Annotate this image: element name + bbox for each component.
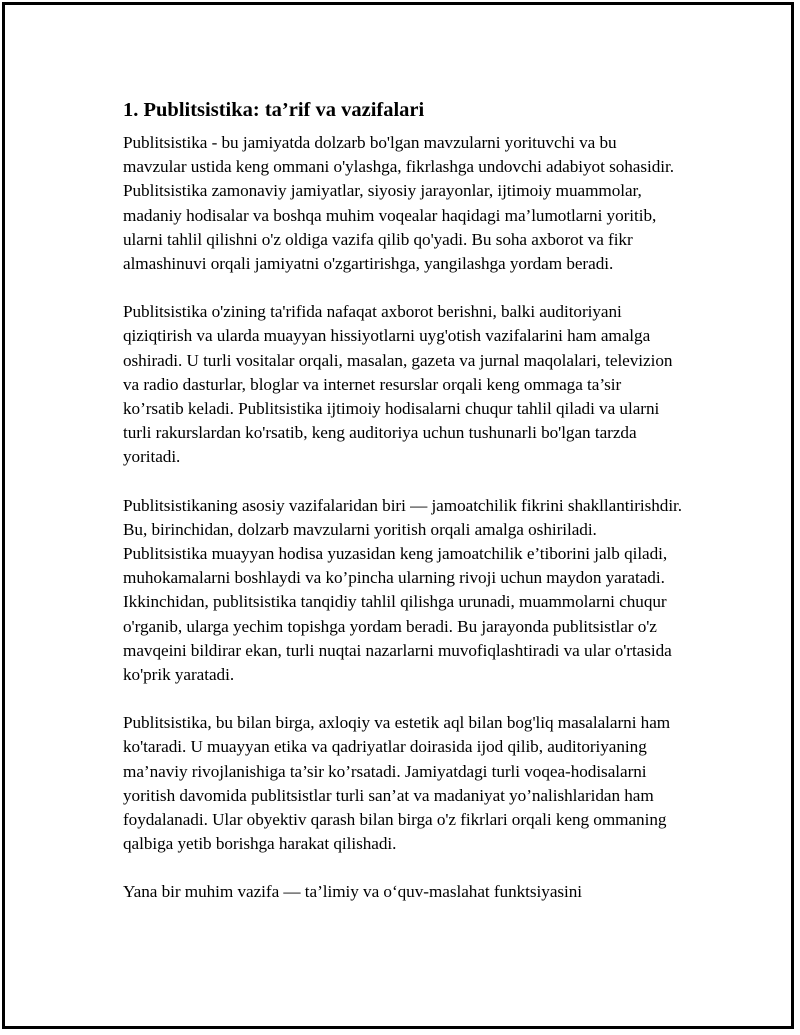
- paragraph-ethics-aesthetics: Publitsistika, bu bilan birga, axloqiy va estetik aql bilan bog'liq masalalarni ham ko'taradi. U muayyan etika va qadriyatlar doirasida ijod qilib, auditoriyaning ma’naviy rivojlanishiga ta’sir ko’rsatadi. Jamiyatdagi turli voqea-hodisalarni yoritish davomida publitsistlar turli san’at va madaniyat yo’nalishlaridan ham foydalanadi. Ular obyektiv qarash bilan birga o'z fikrlari orqali keng ommaning qalbiga yetib borishga harakat qilishadi.: [123, 713, 671, 854]
- page-frame: [2, 2, 794, 1029]
- document-body: [123, 97, 683, 905]
- paragraph-media-channels: Publitsistika o'zining ta'rifida nafaqat axborot berishni, balki auditoriyani qiziqtirish va ularda muayyan hissiyotlarni uyg'otish vazifalarini ham amalga oshiradi. U turli vositalar orqali, masalan, gazeta va jurnal maqolalari, televizion va radio dasturlar, bloglar va internet resurslar orqali keng ommaga ta’sir ko’rsatib keladi. Publitsistika ijtimoiy hodisalarni chuqur tahlil qiladi va ularni turli rakurslardan ko'rsatib, keng auditoriya uchun tushunarli bo'lgan tarzda yoritadi.: [123, 302, 673, 467]
- document-title: 1. Publitsistika: ta’rif va vazifalari: [123, 99, 425, 121]
- paragraph-definition: Publitsistika - bu jamiyatda dolzarb bo'lgan mavzularni yorituvchi va bu mavzular ustida keng ommani o'ylashga, fikrlashga undovchi adabiyot sohasidir. Publitsistika zamonaviy jamiyatlar, siyosiy jarayonlar, ijtimoiy muammolar, madaniy hodisalar va boshqa muhim voqealar haqidagi ma’lumotlarni yoritib, ularni tahlil qilishni o'z oldiga vazifa qilib qo'yadi. Bu soha axborot va fikr almashinuvi orqali jamiyatni o'zgartirishga, yangilashga yordam beradi.: [123, 133, 674, 274]
- paragraph-public-opinion: Publitsistikaning asosiy vazifalaridan biri — jamoatchilik fikrini shakllantirishdir. Bu, birinchidan, dolzarb mavzularni yoritish orqali amalga oshiriladi. Publitsistika muayyan hodisa yuzasidan keng jamoatchilik e’tiborini jalb qiladi, muhokamalarni boshlaydi va ko’pincha ularning rivoji uchun maydon yaratadi. Ikkinchidan, publitsistika tanqidiy tahlil qilishga urunadi, muammolarni chuqur o'rganib, ularga yechim topishga yordam beradi. Bu jarayonda publitsistlar o'z mavqeini bildirar ekan, turli nuqtai nazarlarni muvofiqlashtiradi va ular o'rtasida ko'prik yaratadi.: [123, 495, 683, 685]
- paragraph-educational-function: Yana bir muhim vazifa — ta’limiy va o‘quv-maslahat funktsiyasini: [123, 882, 583, 902]
